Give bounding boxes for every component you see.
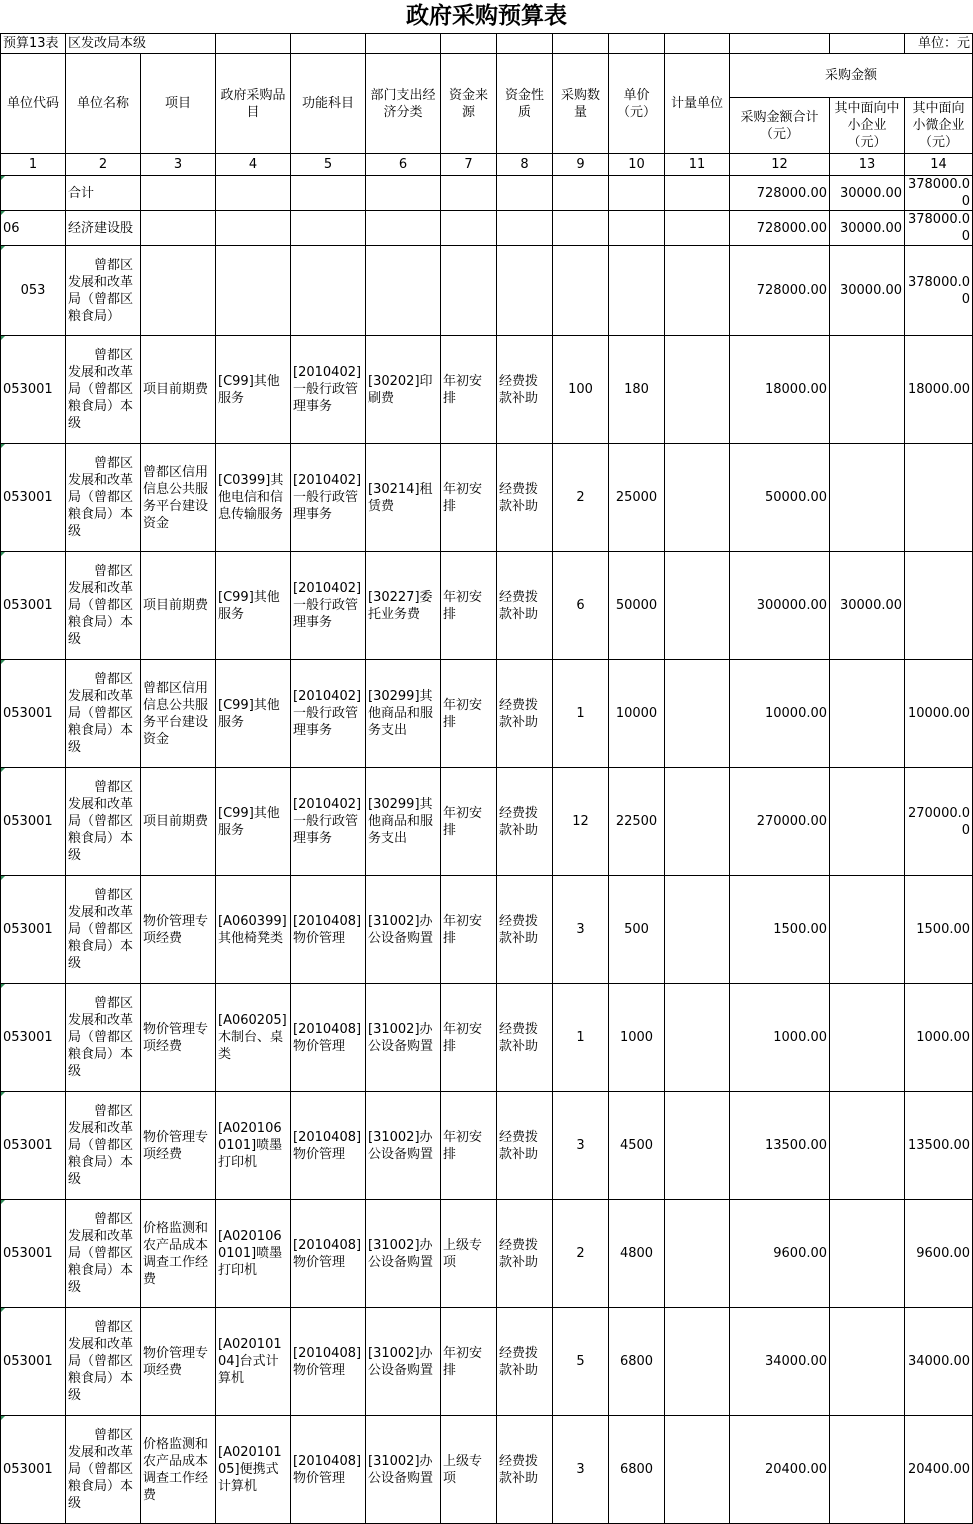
measure-unit-cell: [665, 1308, 730, 1416]
fund-source-cell: 年初安排: [441, 768, 497, 876]
econ-class-cell: [30299]其他商品和服务支出: [366, 660, 441, 768]
empty-cell: [553, 246, 609, 336]
amount-micro-cell: [905, 552, 973, 660]
function-subject-cell: [2010402]一般行政管理事务: [291, 660, 366, 768]
unit-code-cell: 06: [1, 211, 66, 246]
amount-total-cell: 728000.00: [730, 176, 830, 211]
amount-micro-cell: 9600.00: [905, 1200, 973, 1308]
amount-micro-cell: 10000.00: [905, 660, 973, 768]
amount-total-cell: 728000.00: [730, 211, 830, 246]
amount-micro-cell: 378000.00: [905, 211, 973, 246]
currency-unit: 单位：元: [905, 34, 973, 54]
unit-price-cell: 180: [609, 336, 665, 444]
econ-class-cell: [31002]办公设备购置: [366, 984, 441, 1092]
fund-source-cell: 年初安排: [441, 444, 497, 552]
form-id: 预算13表: [1, 34, 66, 54]
amount-total-cell: 1000.00: [730, 984, 830, 1092]
unit-name-cell: 曾都区发展和改革局（曾都区粮食局）本级: [66, 1200, 141, 1308]
col-number: 10: [609, 154, 665, 176]
table-row: [1, 444, 973, 552]
empty-cell: [665, 246, 730, 336]
fund-source-cell: 上级专项: [441, 1200, 497, 1308]
function-subject-cell: [2010408]物价管理: [291, 1308, 366, 1416]
summary-row: [1, 211, 973, 246]
unit-price-cell: 500: [609, 876, 665, 984]
header-amount-micro: 其中面向小微企业（元）: [905, 98, 973, 154]
col-number: 3: [141, 154, 216, 176]
amount-sme-cell: [830, 876, 905, 984]
empty-cell: [497, 246, 553, 336]
unit-label: 区发改局本级: [66, 34, 216, 54]
amount-sme-cell: [830, 984, 905, 1092]
unit-price-cell: 6800: [609, 1416, 665, 1524]
function-subject-cell: [2010408]物价管理: [291, 876, 366, 984]
project-cell: 曾都区信用信息公共服务平台建设资金: [141, 660, 216, 768]
function-subject-cell: [2010408]物价管理: [291, 1092, 366, 1200]
header-measure-unit: 计量单位: [665, 54, 730, 154]
unit-code-cell: 053001: [1, 660, 66, 768]
econ-class-cell: [31002]办公设备购置: [366, 1416, 441, 1524]
unit-name-cell: 曾都区发展和改革局（曾都区粮食局）本级: [66, 552, 141, 660]
project-cell: 价格监测和农产品成本调查工作经费: [141, 1200, 216, 1308]
function-subject-cell: [2010408]物价管理: [291, 1200, 366, 1308]
unit-price-cell: 6800: [609, 1308, 665, 1416]
amount-total-cell: 9600.00: [730, 1200, 830, 1308]
amount-micro-cell: 270000.00: [905, 768, 973, 876]
unit-code-cell: 053001: [1, 984, 66, 1092]
fund-nature-cell: 经费拨款补助: [497, 1092, 553, 1200]
table-row: [1, 1200, 973, 1308]
fund-source-cell: 年初安排: [441, 876, 497, 984]
procurement-item-cell: [A0201060101]喷墨打印机: [216, 1092, 291, 1200]
quantity-cell: 2: [553, 1200, 609, 1308]
econ-class-cell: [30299]其他商品和服务支出: [366, 768, 441, 876]
unit-price-cell: 22500: [609, 768, 665, 876]
amount-total-cell: 270000.00: [730, 768, 830, 876]
header-fund-nature: 资金性质: [497, 54, 553, 154]
measure-unit-cell: [665, 660, 730, 768]
header-function-subject: 功能科目: [291, 54, 366, 154]
empty-cell: [141, 246, 216, 336]
econ-class-cell: [30214]租赁费: [366, 444, 441, 552]
fund-source-cell: 年初安排: [441, 1308, 497, 1416]
header-fund-source: 资金来源: [441, 54, 497, 154]
measure-unit-cell: [665, 552, 730, 660]
unit-price-cell: 4800: [609, 1200, 665, 1308]
unit-price-cell: 10000: [609, 660, 665, 768]
procurement-item-cell: [A02010105]便携式计算机: [216, 1416, 291, 1524]
page-title: 政府采购预算表: [406, 3, 567, 29]
empty-cell: [665, 176, 730, 211]
measure-unit-cell: [665, 1416, 730, 1524]
header-procurement-item: 政府采购品目: [216, 54, 291, 154]
meta-row: [1, 34, 973, 54]
project-cell: 物价管理专项经费: [141, 984, 216, 1092]
amount-total-cell: 300000.00: [730, 552, 830, 660]
amount-micro-cell: 378000.00: [905, 246, 973, 336]
unit-code-cell: [1, 176, 66, 211]
empty-cell: [216, 176, 291, 211]
function-subject-cell: [2010402]一般行政管理事务: [291, 336, 366, 444]
fund-source-cell: 年初安排: [441, 336, 497, 444]
amount-total-cell: 1500.00: [730, 876, 830, 984]
unit-name-cell: 曾都区发展和改革局（曾都区粮食局）本级: [66, 984, 141, 1092]
amount-total-cell: 34000.00: [730, 1308, 830, 1416]
table-row: [1, 984, 973, 1092]
unit-name-cell: 经济建设股: [66, 211, 141, 246]
amount-total-cell: 13500.00: [730, 1092, 830, 1200]
amount-micro-cell: 34000.00: [905, 1308, 973, 1416]
empty-cell: [665, 211, 730, 246]
col-number: 7: [441, 154, 497, 176]
amount-sme-cell: [830, 768, 905, 876]
fund-nature-cell: 经费拨款补助: [497, 1200, 553, 1308]
measure-unit-cell: [665, 444, 730, 552]
column-number-row: [1, 154, 973, 176]
econ-class-cell: [31002]办公设备购置: [366, 1308, 441, 1416]
amount-sme-cell: [830, 1200, 905, 1308]
quantity-cell: 2: [553, 444, 609, 552]
amount-sme-cell: 30000.00: [830, 246, 905, 336]
quantity-cell: 1: [553, 660, 609, 768]
col-number: 13: [830, 154, 905, 176]
unit-code-cell: 053001: [1, 1416, 66, 1524]
procurement-item-cell: [C99]其他服务: [216, 768, 291, 876]
quantity-cell: 100: [553, 336, 609, 444]
function-subject-cell: [2010408]物价管理: [291, 984, 366, 1092]
econ-class-cell: [31002]办公设备购置: [366, 876, 441, 984]
fund-nature-cell: 经费拨款补助: [497, 1308, 553, 1416]
empty-cell: [553, 176, 609, 211]
empty-cell: [366, 176, 441, 211]
table-row: [1, 660, 973, 768]
procurement-item-cell: [A02010104]台式计算机: [216, 1308, 291, 1416]
unit-name-cell: 曾都区发展和改革局（曾都区粮食局）本级: [66, 336, 141, 444]
col-number: 2: [66, 154, 141, 176]
amount-sme-cell: 30000.00: [830, 176, 905, 211]
empty-cell: [291, 246, 366, 336]
col-number: 11: [665, 154, 730, 176]
unit-name-cell: 合计: [66, 176, 141, 211]
unit-name-cell: 曾都区发展和改革局（曾都区粮食局）本级: [66, 1092, 141, 1200]
unit-name-cell: 曾都区发展和改革局（曾都区粮食局）本级: [66, 1308, 141, 1416]
amount-sme-cell: [830, 1416, 905, 1524]
table-row: [1, 1092, 973, 1200]
empty-cell: [291, 211, 366, 246]
unit-name-cell: 曾都区发展和改革局（曾都区粮食局）: [66, 246, 141, 336]
amount-micro-cell: 1500.00: [905, 876, 973, 984]
unit-code-cell: 053001: [1, 1092, 66, 1200]
fund-nature-cell: 经费拨款补助: [497, 336, 553, 444]
unit-code-cell: 053001: [1, 444, 66, 552]
empty-cell: [497, 211, 553, 246]
empty-cell: [141, 211, 216, 246]
header-unit-code: 单位代码: [1, 54, 66, 154]
unit-code-cell: 053001: [1, 336, 66, 444]
empty-cell: [609, 176, 665, 211]
project-cell: 价格监测和农产品成本调查工作经费: [141, 1416, 216, 1524]
amount-sme-cell: [830, 1092, 905, 1200]
empty-cell: [291, 176, 366, 211]
header-unit-price: 单价（元）: [609, 54, 665, 154]
col-number: 14: [905, 154, 973, 176]
fund-nature-cell: 经费拨款补助: [497, 660, 553, 768]
project-cell: 物价管理专项经费: [141, 1092, 216, 1200]
unit-name-cell: 曾都区发展和改革局（曾都区粮食局）本级: [66, 876, 141, 984]
amount-sme-cell: 30000.00: [830, 211, 905, 246]
unit-price-cell: 25000: [609, 444, 665, 552]
fund-nature-cell: 经费拨款补助: [497, 1416, 553, 1524]
function-subject-cell: [2010408]物价管理: [291, 1416, 366, 1524]
empty-cell: [609, 211, 665, 246]
fund-source-cell: 年初安排: [441, 984, 497, 1092]
unit-price-cell: 4500: [609, 1092, 665, 1200]
procurement-item-cell: [A0201060101]喷墨打印机: [216, 1200, 291, 1308]
empty-cell: [609, 246, 665, 336]
header-amount-group: 采购金额: [730, 54, 973, 98]
amount-micro-cell: 13500.00: [905, 1092, 973, 1200]
quantity-cell: 1: [553, 984, 609, 1092]
quantity-cell: 5: [553, 1308, 609, 1416]
project-cell: 物价管理专项经费: [141, 876, 216, 984]
header-amount-total: 采购金额合计（元）: [730, 98, 830, 154]
unit-code-cell: 053001: [1, 876, 66, 984]
col-number: 5: [291, 154, 366, 176]
header-project: 项目: [141, 54, 216, 154]
procurement-item-cell: [C99]其他服务: [216, 336, 291, 444]
amount-micro-cell: 20400.00: [905, 1416, 973, 1524]
quantity-cell: 3: [553, 1416, 609, 1524]
measure-unit-cell: [665, 768, 730, 876]
amount-sme-cell: [830, 444, 905, 552]
empty-cell: [216, 246, 291, 336]
project-cell: 项目前期费: [141, 336, 216, 444]
project-cell: 物价管理专项经费: [141, 1308, 216, 1416]
amount-total-cell: 20400.00: [730, 1416, 830, 1524]
quantity-cell: 3: [553, 1092, 609, 1200]
function-subject-cell: [2010402]一般行政管理事务: [291, 552, 366, 660]
measure-unit-cell: [665, 1200, 730, 1308]
unit-name-cell: 曾都区发展和改革局（曾都区粮食局）本级: [66, 1416, 141, 1524]
procurement-item-cell: [A060399]其他椅凳类: [216, 876, 291, 984]
procurement-budget-table: [0, 33, 973, 1524]
project-cell: 项目前期费: [141, 552, 216, 660]
table-row: [1, 768, 973, 876]
quantity-cell: 12: [553, 768, 609, 876]
amount-sme-cell: 30000.00: [830, 552, 905, 660]
measure-unit-cell: [665, 984, 730, 1092]
unit-name-cell: 曾都区发展和改革局（曾都区粮食局）本级: [66, 768, 141, 876]
unit-name-cell: 曾都区发展和改革局（曾都区粮食局）本级: [66, 444, 141, 552]
empty-cell: [366, 211, 441, 246]
procurement-item-cell: [C99]其他服务: [216, 552, 291, 660]
summary-row: [1, 176, 973, 211]
header-amount-sme: 其中面向中小企业（元）: [830, 98, 905, 154]
empty-cell: [441, 246, 497, 336]
empty-cell: [141, 176, 216, 211]
project-cell: 项目前期费: [141, 768, 216, 876]
col-number: 4: [216, 154, 291, 176]
procurement-item-cell: [C0399]其他电信和信息传输服务: [216, 444, 291, 552]
econ-class-cell: [31002]办公设备购置: [366, 1092, 441, 1200]
col-number: 9: [553, 154, 609, 176]
empty-cell: [366, 246, 441, 336]
amount-total-cell: 50000.00: [730, 444, 830, 552]
header-quantity: 采购数量: [553, 54, 609, 154]
quantity-cell: 3: [553, 876, 609, 984]
fund-nature-cell: 经费拨款补助: [497, 444, 553, 552]
col-number: 8: [497, 154, 553, 176]
fund-nature-cell: 经费拨款补助: [497, 768, 553, 876]
unit-name-cell: 曾都区发展和改革局（曾都区粮食局）本级: [66, 660, 141, 768]
header-row: [1, 54, 973, 98]
table-row: [1, 1416, 973, 1524]
amount-micro-cell: [905, 444, 973, 552]
amount-micro-cell: 18000.00: [905, 336, 973, 444]
amount-sme-cell: [830, 336, 905, 444]
function-subject-cell: [2010402]一般行政管理事务: [291, 444, 366, 552]
measure-unit-cell: [665, 336, 730, 444]
procurement-item-cell: [C99]其他服务: [216, 660, 291, 768]
col-number: 12: [730, 154, 830, 176]
header-unit-name: 单位名称: [66, 54, 141, 154]
fund-nature-cell: 经费拨款补助: [497, 552, 553, 660]
fund-nature-cell: 经费拨款补助: [497, 876, 553, 984]
econ-class-cell: [30202]印刷费: [366, 336, 441, 444]
fund-source-cell: 年初安排: [441, 660, 497, 768]
econ-class-cell: [31002]办公设备购置: [366, 1200, 441, 1308]
empty-cell: [441, 176, 497, 211]
amount-total-cell: 10000.00: [730, 660, 830, 768]
measure-unit-cell: [665, 876, 730, 984]
amount-total-cell: 728000.00: [730, 246, 830, 336]
amount-micro-cell: 1000.00: [905, 984, 973, 1092]
table-row: [1, 552, 973, 660]
fund-source-cell: 上级专项: [441, 1416, 497, 1524]
unit-code-cell: 053001: [1, 552, 66, 660]
unit-code-cell: 053001: [1, 768, 66, 876]
fund-source-cell: 年初安排: [441, 552, 497, 660]
function-subject-cell: [2010402]一般行政管理事务: [291, 768, 366, 876]
measure-unit-cell: [665, 1092, 730, 1200]
econ-class-cell: [30227]委托业务费: [366, 552, 441, 660]
table-row: [1, 336, 973, 444]
table-row: [1, 876, 973, 984]
unit-code-cell: 053001: [1, 1200, 66, 1308]
unit-code-cell: 053: [1, 246, 66, 336]
unit-price-cell: 50000: [609, 552, 665, 660]
amount-sme-cell: [830, 1308, 905, 1416]
col-number: 6: [366, 154, 441, 176]
col-number: 1: [1, 154, 66, 176]
quantity-cell: 6: [553, 552, 609, 660]
amount-sme-cell: [830, 660, 905, 768]
amount-micro-cell: 378000.00: [905, 176, 973, 211]
table-row: [1, 1308, 973, 1416]
empty-cell: [553, 211, 609, 246]
empty-cell: [441, 211, 497, 246]
header-econ-class: 部门支出经济分类: [366, 54, 441, 154]
empty-cell: [216, 211, 291, 246]
fund-source-cell: 年初安排: [441, 1092, 497, 1200]
unit-price-cell: 1000: [609, 984, 665, 1092]
procurement-item-cell: [A060205]木制台、桌类: [216, 984, 291, 1092]
amount-total-cell: 18000.00: [730, 336, 830, 444]
fund-nature-cell: 经费拨款补助: [497, 984, 553, 1092]
empty-cell: [497, 176, 553, 211]
summary-row: [1, 246, 973, 336]
unit-code-cell: 053001: [1, 1308, 66, 1416]
project-cell: 曾都区信用信息公共服务平台建设资金: [141, 444, 216, 552]
